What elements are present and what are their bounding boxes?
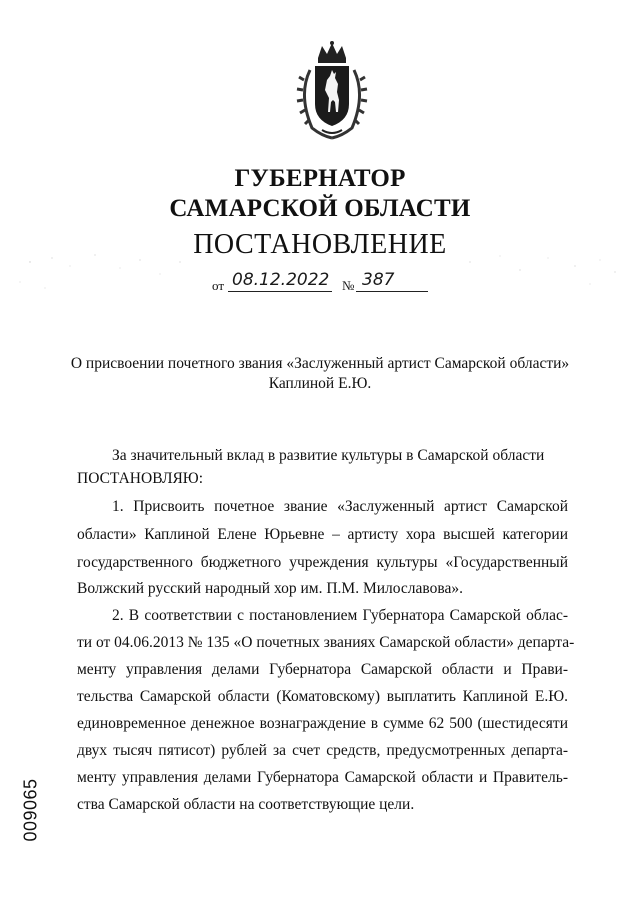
- registry-number: [20, 770, 42, 850]
- registry-number-text: 009065: [20, 778, 41, 842]
- document-type: ПОСТАНОВЛЕНИЕ: [193, 229, 447, 260]
- body-line: менту управления делами Губернатора Самарской области и Правитель-: [77, 769, 568, 786]
- body-line: Волжский русский народный хор им. П.М. Милославова».: [77, 580, 463, 597]
- body-line: государственного бюджетного учреждения культуры «Государственный: [77, 554, 568, 571]
- body-line: ПОСТАНОВЛЯЮ:: [77, 470, 204, 487]
- body-line: 2. В соответствии с постановлением Губернатора Самарской облас-: [112, 607, 568, 624]
- subject-line-1: О присвоении почетного звания «Заслуженный артист Самарской области»: [70, 355, 570, 372]
- body-line: ства Самарской области на соответствующие цели.: [77, 796, 415, 813]
- body-line: единовременное денежное вознаграждение в сумме 62 500 (шестидесяти: [77, 715, 568, 732]
- number-underline: [356, 291, 428, 292]
- issuer-region: САМАРСКОЙ ОБЛАСТИ: [169, 195, 471, 222]
- body-line: области» Каплиной Елене Юрьевне – артисту хора высшей категории: [77, 526, 568, 543]
- coat-of-arms-samara-icon: [292, 40, 372, 140]
- date-number-line: [0, 270, 640, 296]
- body-line: ти от 04.06.2013 № 135 «О почетных званиях Самарской области» департа-: [77, 634, 575, 651]
- date-underline: [228, 291, 332, 292]
- document-number: 387: [362, 270, 395, 290]
- body-line: менту управления делами Губернатора Самарской области и Прави-: [77, 661, 568, 678]
- body-line: За значительный вклад в развитие культуры в Самарской области: [112, 447, 545, 464]
- number-label: №: [342, 278, 355, 293]
- body-line: тельства Самарской области (Коматовскому) выплатить Каплиной Е.Ю.: [77, 688, 568, 705]
- date-label: от: [212, 278, 225, 293]
- document-date: 08.12.2022: [232, 270, 330, 290]
- issuer-title: ГУБЕРНАТОР: [234, 165, 406, 192]
- subject-line-2: Каплиной Е.Ю.: [268, 375, 372, 392]
- body-line: 1. Присвоить почетное звание «Заслуженный артист Самарской: [112, 498, 568, 515]
- body-line: двух тысяч пятисот) рублей за счет средств, предусмотренных департа-: [77, 742, 568, 759]
